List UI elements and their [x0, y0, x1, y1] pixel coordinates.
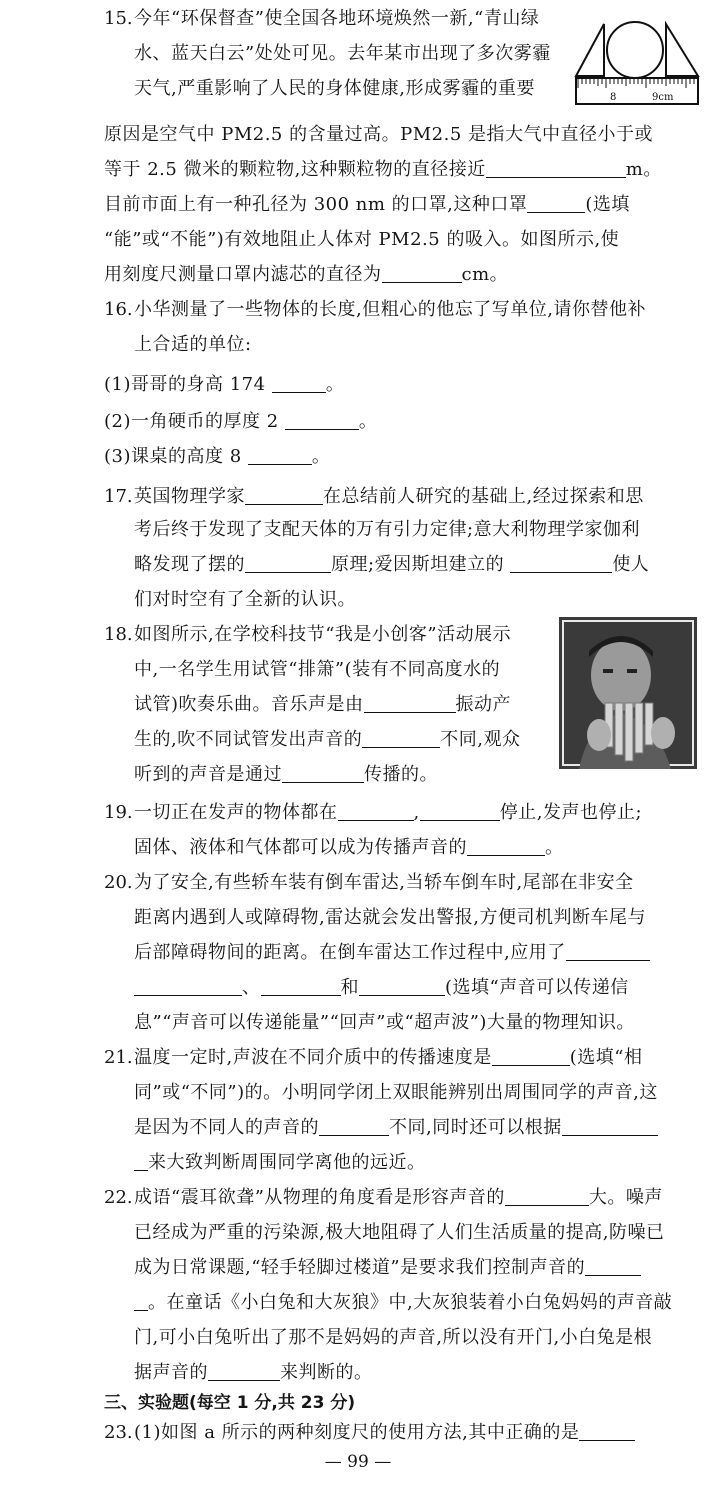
filter-circle-icon — [607, 22, 663, 78]
answer-blank[interactable] — [261, 973, 341, 996]
ruler-filter-figure — [572, 16, 702, 108]
question-number: 21. — [104, 1047, 133, 1068]
question-text: 同”或“不同”)的。小明同学闭上双眼能辨别出周围同学的声音,这 — [134, 1082, 658, 1103]
question-text: 成为日常课题,“轻手轻脚过楼道”是要求我们控制声音的 — [134, 1251, 641, 1285]
question-number: 16. — [104, 299, 133, 320]
question-text: 略发现了摆的 原理;爱因斯坦建立的 使人 — [134, 548, 649, 582]
answer-blank[interactable] — [420, 798, 500, 821]
question-text: 中,一名学生用试管“排箫”(装有不同高度水的 — [134, 659, 501, 680]
question-text: 。在童话《小白兔和大灰狼》中,大灰狼装着小白兔妈妈的声音敲 — [134, 1286, 672, 1320]
answer-blank[interactable] — [505, 1183, 589, 1206]
question-text: 温度一定时,声波在不同介质中的传播速度是 (选填“相 — [134, 1041, 642, 1075]
answer-blank[interactable] — [245, 482, 323, 505]
answer-blank[interactable] — [579, 1418, 635, 1441]
answer-blank[interactable] — [364, 690, 456, 713]
page-number: — 99 — — [324, 1452, 392, 1472]
question-text: 息”“声音可以传递能量”“回声”或“超声波”)大量的物理知识。 — [134, 1012, 635, 1033]
question-number: 22. — [104, 1187, 133, 1208]
sub-question: (3)课桌的高度 8 。 — [104, 440, 330, 474]
question-text: 为了安全,有些轿车装有倒车雷达,当轿车倒车时,尾部在非安全 — [134, 872, 634, 893]
answer-blank[interactable] — [248, 442, 312, 465]
question-number: 17. — [104, 486, 133, 507]
question-text: 听到的声音是通过 传播的。 — [134, 758, 438, 792]
question-text: 考后终于发现了支配天体的万有引力定律;意大利物理学家伽利 — [134, 519, 641, 540]
answer-blank[interactable] — [562, 1113, 658, 1136]
question-text: “能”或“不能”)有效地阻止人体对 PM2.5 的吸入。如图所示,使 — [104, 229, 620, 250]
answer-blank[interactable] — [208, 1358, 280, 1381]
answer-blank[interactable] — [338, 798, 414, 821]
question-text: 距离内遇到人或障碍物,雷达就会发出警报,方便司机判断车尾与 — [134, 907, 646, 928]
triangle-left-icon — [576, 24, 604, 76]
question-text: 目前市面上有一种孔径为 300 nm 的口罩,这种口罩 (选填 — [104, 188, 630, 222]
answer-blank[interactable] — [362, 725, 440, 748]
question-number: 23. — [104, 1422, 133, 1443]
answer-blank[interactable] — [585, 1253, 641, 1276]
sub-question: (1)哥哥的身高 174 。 — [104, 368, 344, 402]
question-text: 一切正在发声的物体都在 , 停止,发声也停止; — [134, 796, 642, 830]
question-text: 上合适的单位: — [134, 334, 252, 355]
student-panpipe-photo — [559, 617, 697, 769]
answer-blank[interactable] — [467, 833, 545, 856]
sub-question: (2)一角硬币的厚度 2 。 — [104, 405, 377, 439]
question-number: 18. — [104, 624, 133, 645]
question-number: 19. — [104, 802, 133, 823]
question-text: (1)如图 a 所示的两种刻度尺的使用方法,其中正确的是 — [134, 1416, 635, 1450]
question-text: 、 和 (选填“声音可以传递信 — [134, 971, 629, 1005]
question-text: 原因是空气中 PM2.5 的含量过高。PM2.5 是指大气中直径小于或 — [104, 124, 653, 145]
triangle-right-icon — [666, 24, 698, 76]
ruler-tick-label: 9cm — [652, 92, 674, 103]
question-text: 们对时空有了全新的认识。 — [134, 589, 356, 610]
question-text: 等于 2.5 微米的颗粒物,这种颗粒物的直径接近 m。 — [104, 153, 662, 187]
question-text: 英国物理学家 在总结前人研究的基础上,经过探索和思 — [134, 480, 644, 514]
answer-blank[interactable] — [527, 190, 585, 213]
question-text: 门,可小白兔听出了那不是妈妈的声音,所以没有开门,小白兔是根 — [134, 1327, 653, 1348]
section-heading: 三、实验题(每空 1 分,共 23 分) — [104, 1393, 356, 1413]
question-text: 据声音的 来判断的。 — [134, 1356, 373, 1390]
answer-blank[interactable] — [245, 550, 331, 573]
question-text: 天气,严重影响了人民的身体健康,形成雾霾的重要 — [134, 78, 535, 99]
question-text: 已经成为严重的污染源,极大地阻碍了人们生活质量的提高,防噪已 — [134, 1222, 665, 1243]
question-text: 如图所示,在学校科技节“我是小创客”活动展示 — [134, 624, 512, 645]
answer-blank[interactable] — [272, 370, 326, 393]
question-text: 生的,吹不同试管发出声音的 不同,观众 — [134, 723, 520, 757]
question-text: 水、蓝天白云”处处可见。去年某市出现了多次雾霾 — [134, 43, 551, 64]
answer-blank[interactable] — [486, 155, 626, 178]
question-text: 试管)吹奏乐曲。音乐声是由 振动产 — [134, 688, 511, 722]
question-text: 用刻度尺测量口罩内滤芯的直径为 cm。 — [104, 258, 508, 292]
answer-blank[interactable] — [285, 407, 359, 430]
answer-blank[interactable] — [134, 973, 242, 996]
answer-blank[interactable] — [134, 1148, 148, 1171]
question-text: 是因为不同人的声音的 不同,同时还可以根据 — [134, 1111, 658, 1145]
question-text: 小华测量了一些物体的长度,但粗心的他忘了写单位,请你替他补 — [134, 299, 646, 320]
answer-blank[interactable] — [359, 973, 445, 996]
answer-blank[interactable] — [382, 260, 462, 283]
answer-blank[interactable] — [510, 550, 612, 573]
answer-blank[interactable] — [492, 1043, 570, 1066]
answer-blank[interactable] — [282, 760, 364, 783]
question-text: 今年“环保督查”使全国各地环境焕然一新,“青山绿 — [134, 8, 540, 29]
question-text: 来大致判断周围同学离他的远近。 — [134, 1146, 426, 1180]
answer-blank[interactable] — [319, 1113, 389, 1136]
question-text: 后部障碍物间的距离。在倒车雷达工作过程中,应用了 — [134, 936, 650, 970]
answer-blank[interactable] — [566, 938, 650, 961]
question-number: 20. — [104, 872, 133, 893]
answer-blank[interactable] — [134, 1288, 148, 1311]
question-text: 成语“震耳欲聋”从物理的角度看是形容声音的 大。噪声 — [134, 1181, 663, 1215]
question-text: 固体、液体和气体都可以成为传播声音的 。 — [134, 831, 564, 865]
question-number: 15. — [104, 8, 133, 29]
ruler-tick-label: 8 — [610, 92, 617, 103]
